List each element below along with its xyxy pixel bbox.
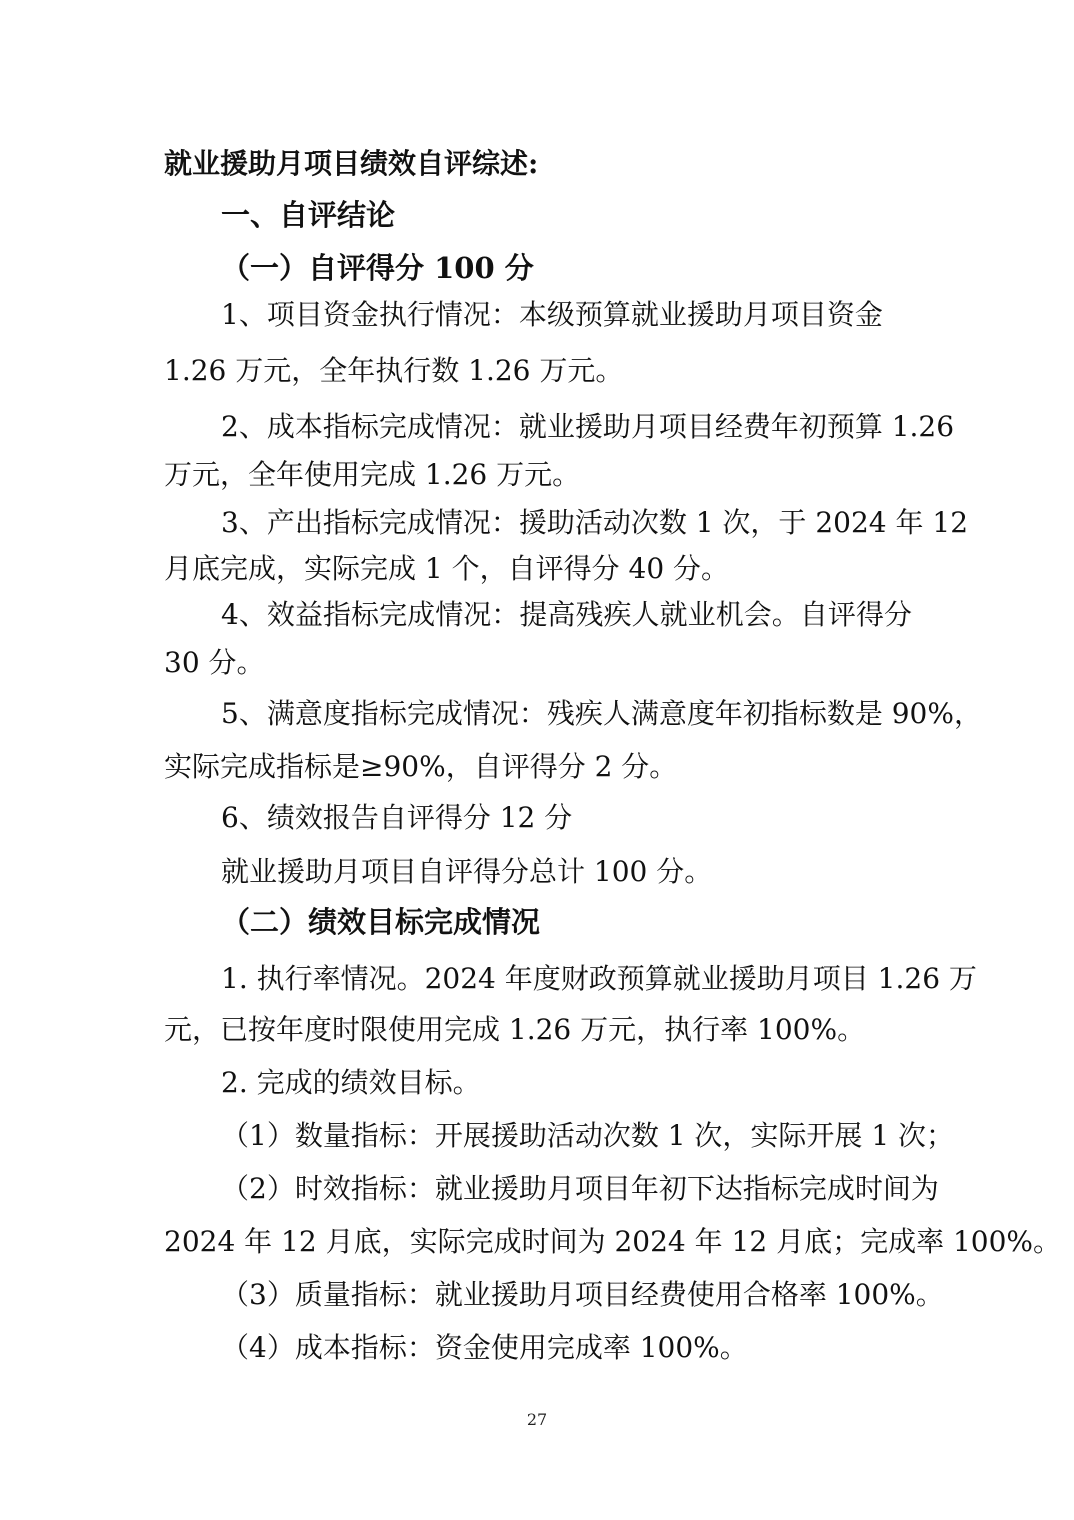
total-score: 就业援助月项目自评得分总计 100 分。 [221,855,713,888]
item-1-line-1: 1、项目资金执行情况：本级预算就业援助月项目资金 [221,298,883,331]
goals-heading: 2. 完成的绩效目标。 [221,1066,481,1099]
item-6: 6、绩效报告自评得分 12 分 [221,801,573,834]
item-2-line-2: 万元，全年使用完成 1.26 万元。 [164,458,581,491]
subsection-heading-goals: （二）绩效目标完成情况 [221,905,541,939]
goal-4-cost: （4）成本指标：资金使用完成率 100%。 [221,1331,748,1364]
item-5-line-2: 实际完成指标是≥90%，自评得分 2 分。 [164,750,678,783]
exec-rate-line-2: 元，已按年度时限使用完成 1.26 万元，执行率 100%。 [164,1013,866,1046]
item-4-line-2: 30 分。 [164,646,265,679]
section-heading-conclusion: 一、自评结论 [221,198,396,232]
goal-2-line-2: 2024 年 12 月底，实际完成时间为 2024 年 12 月底；完成率 100%。 [164,1225,1062,1258]
document-title: 就业援助月项目绩效自评综述: [164,147,539,180]
item-1-line-2: 1.26 万元，全年执行数 1.26 万元。 [164,354,624,387]
exec-rate-line-1: 1. 执行率情况。2024 年度财政预算就业援助月项目 1.26 万 [221,962,977,995]
goal-3-quality: （3）质量指标：就业援助月项目经费使用合格率 100%。 [221,1278,944,1311]
goal-1-quantity: （1）数量指标：开展援助活动次数 1 次，实际开展 1 次； [221,1119,955,1152]
subsection-heading-score: （一）自评得分 100 分 [221,251,534,285]
item-4-line-1: 4、效益指标完成情况：提高残疾人就业机会。自评得分 [221,598,912,631]
item-3-line-2: 月底完成，实际完成 1 个，自评得分 40 分。 [164,552,730,585]
item-2-line-1: 2、成本指标完成情况：就业援助月项目经费年初预算 1.26 [221,410,955,443]
item-3-line-1: 3、产出指标完成情况：援助活动次数 1 次，于 2024 年 12 [221,506,969,539]
page-number: 27 [526,1410,548,1429]
item-5-line-1: 5、满意度指标完成情况：残疾人满意度年初指标数是 90%， [221,697,982,730]
goal-2-line-1: （2）时效指标：就业援助月项目年初下达指标完成时间为 [221,1172,939,1205]
